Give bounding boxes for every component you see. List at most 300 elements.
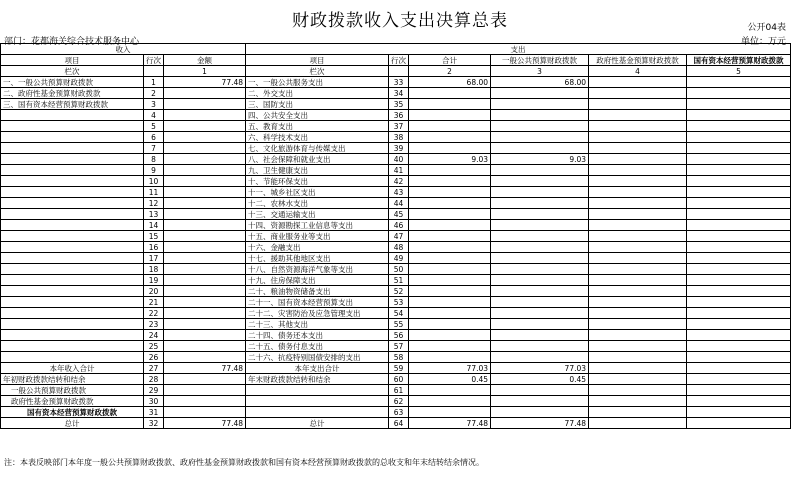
expense-line-cell: 45 — [389, 209, 409, 220]
gov-fund-cell — [589, 242, 687, 253]
gov-fund-cell — [589, 352, 687, 363]
gov-fund-cell — [589, 231, 687, 242]
gen-budget-cell — [491, 176, 589, 187]
income-line-cell: 13 — [144, 209, 164, 220]
income-line-cell: 32 — [144, 418, 164, 429]
income-line-cell: 5 — [144, 121, 164, 132]
soe-capital-cell — [687, 99, 791, 110]
expense-line-cell: 55 — [389, 319, 409, 330]
income-item-cell: 政府性基金预算财政拨款 — [1, 396, 144, 407]
gov-fund-cell — [589, 297, 687, 308]
soe-capital-cell — [687, 385, 791, 396]
gov-fund-cell — [589, 407, 687, 418]
income-item-cell — [1, 330, 144, 341]
gen-budget-cell — [491, 99, 589, 110]
gen-budget-cell — [491, 407, 589, 418]
expense-item-cell: 本年支出合计 — [246, 363, 389, 374]
table-body — [1, 77, 791, 429]
expense-line-cell: 46 — [389, 220, 409, 231]
income-line-cell: 1 — [144, 77, 164, 88]
income-amount-cell — [164, 396, 246, 407]
expense-item-cell: 十三、交通运输支出 — [246, 209, 389, 220]
soe-capital-cell — [687, 330, 791, 341]
form-number: 公开04表 — [747, 23, 786, 33]
gen-budget-cell — [491, 275, 589, 286]
income-line-cell: 8 — [144, 154, 164, 165]
total-cell — [409, 264, 491, 275]
table-row — [1, 176, 791, 187]
soe-capital-cell — [687, 231, 791, 242]
gen-budget-cell — [491, 286, 589, 297]
total-cell — [409, 396, 491, 407]
total-cell — [409, 88, 491, 99]
gen-budget-cell — [491, 187, 589, 198]
gov-fund-cell — [589, 77, 687, 88]
gov-fund-cell — [589, 176, 687, 187]
income-item-cell — [1, 165, 144, 176]
gov-fund-cell — [589, 154, 687, 165]
expense-item-cell: 十七、援助其他地区支出 — [246, 253, 389, 264]
expense-line-cell: 53 — [389, 297, 409, 308]
gov-fund-cell — [589, 275, 687, 286]
income-amount-cell — [164, 275, 246, 286]
table-row — [1, 154, 791, 165]
department-label: 部门：花都海关综合技术服务中心 — [4, 37, 140, 47]
total-cell — [409, 297, 491, 308]
expense-item-cell: 十四、资源勘探工业信息等支出 — [246, 220, 389, 231]
income-line-cell: 7 — [144, 143, 164, 154]
gov-fund-cell — [589, 198, 687, 209]
income-line-cell: 26 — [144, 352, 164, 363]
budget-table — [0, 43, 791, 429]
gov-fund-cell — [589, 396, 687, 407]
gen-budget-header: 一般公共预算财政拨款 — [491, 55, 589, 66]
expense-item-cell: 九、卫生健康支出 — [246, 165, 389, 176]
expense-item-cell: 二十二、灾害防治及应急管理支出 — [246, 308, 389, 319]
income-item-cell — [1, 319, 144, 330]
total-cell — [409, 132, 491, 143]
expense-item-cell: 十、节能环保支出 — [246, 176, 389, 187]
gen-budget-cell — [491, 165, 589, 176]
income-item-cell — [1, 110, 144, 121]
income-line-cell: 14 — [144, 220, 164, 231]
col-index-4: 4 — [589, 66, 687, 77]
expense-item-cell: 七、文化旅游体育与传媒支出 — [246, 143, 389, 154]
gen-budget-cell — [491, 231, 589, 242]
gen-budget-cell: 77.48 — [491, 418, 589, 429]
expense-line-cell: 44 — [389, 198, 409, 209]
income-item-header: 项目 — [1, 55, 144, 66]
total-cell — [409, 99, 491, 110]
income-item-cell — [1, 264, 144, 275]
income-line-cell: 3 — [144, 99, 164, 110]
expense-line-cell: 63 — [389, 407, 409, 418]
income-item-cell — [1, 198, 144, 209]
income-line-cell: 18 — [144, 264, 164, 275]
expense-item-cell: 十九、住房保障支出 — [246, 275, 389, 286]
income-amount-cell — [164, 286, 246, 297]
soe-capital-cell — [687, 88, 791, 99]
income-line-cell: 20 — [144, 286, 164, 297]
soe-capital-cell — [687, 396, 791, 407]
expense-line-cell: 59 — [389, 363, 409, 374]
table-row — [1, 363, 791, 374]
income-amount-cell — [164, 308, 246, 319]
income-item-cell: 国有资本经营预算财政拨款 — [1, 407, 144, 418]
gov-fund-cell — [589, 88, 687, 99]
income-amount-cell — [164, 209, 246, 220]
col-label-income: 栏次 — [1, 66, 144, 77]
table-row — [1, 407, 791, 418]
income-item-cell — [1, 176, 144, 187]
expense-item-cell: 十八、自然资源海洋气象等支出 — [246, 264, 389, 275]
soe-capital-cell — [687, 165, 791, 176]
income-line-cell: 29 — [144, 385, 164, 396]
income-amount-cell: 77.48 — [164, 363, 246, 374]
gov-fund-header: 政府性基金预算财政拨款 — [589, 55, 687, 66]
gov-fund-cell — [589, 165, 687, 176]
expense-group-header: 支出 — [246, 44, 791, 55]
income-amount-cell — [164, 231, 246, 242]
income-line-cell: 4 — [144, 110, 164, 121]
income-amount-header: 金额 — [164, 55, 246, 66]
income-amount-cell — [164, 330, 246, 341]
gov-fund-cell — [589, 99, 687, 110]
expense-item-cell: 二十三、其他支出 — [246, 319, 389, 330]
soe-capital-cell — [687, 176, 791, 187]
expense-line-cell: 37 — [389, 121, 409, 132]
expense-item-cell: 年末财政拨款结转和结余 — [246, 374, 389, 385]
income-amount-cell — [164, 121, 246, 132]
income-item-cell — [1, 341, 144, 352]
soe-capital-cell — [687, 297, 791, 308]
expense-item-cell — [246, 396, 389, 407]
total-cell — [409, 275, 491, 286]
income-item-cell — [1, 132, 144, 143]
expense-line-cell: 36 — [389, 110, 409, 121]
total-cell: 0.45 — [409, 374, 491, 385]
income-amount-cell — [164, 253, 246, 264]
gen-budget-cell — [491, 352, 589, 363]
table-row — [1, 110, 791, 121]
unit-label: 单位：万元 — [740, 37, 786, 47]
expense-item-cell — [246, 385, 389, 396]
income-amount-cell — [164, 297, 246, 308]
total-cell: 9.03 — [409, 154, 491, 165]
income-item-cell: 一、一般公共预算财政拨款 — [1, 77, 144, 88]
expense-item-cell: 六、科学技术支出 — [246, 132, 389, 143]
gov-fund-cell — [589, 110, 687, 121]
gen-budget-cell — [491, 242, 589, 253]
expense-item-cell: 四、公共安全支出 — [246, 110, 389, 121]
gen-budget-cell — [491, 297, 589, 308]
empty-cell — [144, 66, 164, 77]
total-cell — [409, 242, 491, 253]
income-line-cell: 21 — [144, 297, 164, 308]
income-line-cell: 22 — [144, 308, 164, 319]
expense-item-cell: 二十六、抗疫特别国债安排的支出 — [246, 352, 389, 363]
income-amount-cell — [164, 187, 246, 198]
income-amount-cell — [164, 374, 246, 385]
gen-budget-cell — [491, 121, 589, 132]
table-row — [1, 385, 791, 396]
expense-line-cell: 54 — [389, 308, 409, 319]
expense-line-cell: 58 — [389, 352, 409, 363]
gen-budget-cell: 0.45 — [491, 374, 589, 385]
expense-line-cell: 34 — [389, 88, 409, 99]
gen-budget-cell — [491, 110, 589, 121]
income-item-cell: 三、国有资本经营预算财政拨款 — [1, 99, 144, 110]
table-row — [1, 418, 791, 429]
soe-capital-cell — [687, 242, 791, 253]
expense-item-cell: 十二、农林水支出 — [246, 198, 389, 209]
income-line-cell: 16 — [144, 242, 164, 253]
total-cell — [409, 165, 491, 176]
table-row — [1, 275, 791, 286]
gen-budget-cell — [491, 88, 589, 99]
expense-line-cell: 38 — [389, 132, 409, 143]
gov-fund-cell — [589, 319, 687, 330]
income-line-cell: 24 — [144, 330, 164, 341]
gen-budget-cell — [491, 143, 589, 154]
expense-item-cell: 五、教育支出 — [246, 121, 389, 132]
total-cell — [409, 352, 491, 363]
income-line-cell: 12 — [144, 198, 164, 209]
expense-line-cell: 47 — [389, 231, 409, 242]
col-index-2: 2 — [409, 66, 491, 77]
soe-capital-cell — [687, 220, 791, 231]
income-item-cell: 年初财政拨款结转和结余 — [1, 374, 144, 385]
expense-item-cell: 二十四、债务还本支出 — [246, 330, 389, 341]
gov-fund-cell — [589, 143, 687, 154]
gen-budget-cell — [491, 264, 589, 275]
total-cell — [409, 110, 491, 121]
soe-capital-cell — [687, 209, 791, 220]
income-item-cell — [1, 275, 144, 286]
gov-fund-cell — [589, 374, 687, 385]
income-group-header: 收入 — [1, 44, 246, 55]
gen-budget-cell — [491, 341, 589, 352]
soe-capital-cell — [687, 341, 791, 352]
income-line-header: 行次 — [144, 55, 164, 66]
income-amount-cell — [164, 264, 246, 275]
expense-line-cell: 52 — [389, 286, 409, 297]
table-row — [1, 231, 791, 242]
gov-fund-cell — [589, 121, 687, 132]
income-amount-cell — [164, 319, 246, 330]
gov-fund-cell — [589, 253, 687, 264]
income-item-cell — [1, 220, 144, 231]
income-item-cell — [1, 154, 144, 165]
total-cell — [409, 198, 491, 209]
total-cell — [409, 253, 491, 264]
income-line-cell: 23 — [144, 319, 164, 330]
income-line-cell: 10 — [144, 176, 164, 187]
income-line-cell: 31 — [144, 407, 164, 418]
income-amount-cell — [164, 198, 246, 209]
income-item-cell: 一般公共预算财政拨款 — [1, 385, 144, 396]
table-row — [1, 132, 791, 143]
soe-capital-cell — [687, 352, 791, 363]
col-index-3: 3 — [491, 66, 589, 77]
expense-item-cell: 十六、金融支出 — [246, 242, 389, 253]
income-amount-cell — [164, 110, 246, 121]
soe-capital-cell — [687, 319, 791, 330]
total-cell — [409, 319, 491, 330]
gen-budget-cell: 77.03 — [491, 363, 589, 374]
expense-item-cell: 二十一、国有资本经营预算支出 — [246, 297, 389, 308]
gen-budget-cell — [491, 385, 589, 396]
income-amount-cell — [164, 352, 246, 363]
expense-line-cell: 49 — [389, 253, 409, 264]
expense-line-cell: 50 — [389, 264, 409, 275]
table-row — [1, 242, 791, 253]
col-label-expense: 栏次 — [246, 66, 389, 77]
income-line-cell: 25 — [144, 341, 164, 352]
income-line-cell: 30 — [144, 396, 164, 407]
income-item-cell — [1, 121, 144, 132]
expense-item-cell: 三、国防支出 — [246, 99, 389, 110]
income-amount-cell — [164, 88, 246, 99]
expense-item-cell: 二、外交支出 — [246, 88, 389, 99]
income-amount-cell — [164, 165, 246, 176]
income-item-cell — [1, 253, 144, 264]
total-cell — [409, 176, 491, 187]
expense-line-cell: 57 — [389, 341, 409, 352]
income-amount-cell — [164, 341, 246, 352]
income-amount-cell — [164, 407, 246, 418]
expense-line-cell: 56 — [389, 330, 409, 341]
total-cell: 77.48 — [409, 418, 491, 429]
soe-capital-cell — [687, 363, 791, 374]
total-cell: 77.03 — [409, 363, 491, 374]
income-item-cell — [1, 352, 144, 363]
soe-capital-cell — [687, 275, 791, 286]
soe-capital-cell — [687, 77, 791, 88]
expense-line-header: 行次 — [389, 55, 409, 66]
empty-cell — [389, 66, 409, 77]
income-line-cell: 11 — [144, 187, 164, 198]
table-row — [1, 209, 791, 220]
table-row — [1, 330, 791, 341]
soe-capital-cell — [687, 374, 791, 385]
gov-fund-cell — [589, 187, 687, 198]
table-row — [1, 220, 791, 231]
income-amount-cell — [164, 242, 246, 253]
expense-line-cell: 60 — [389, 374, 409, 385]
total-cell — [409, 286, 491, 297]
table-row — [1, 187, 791, 198]
expense-line-cell: 42 — [389, 176, 409, 187]
gov-fund-cell — [589, 308, 687, 319]
soe-capital-cell — [687, 143, 791, 154]
footnote: 注：本表反映部门本年度一般公共预算财政拨款、政府性基金预算财政拨款和国有资本经营预算财政拨款的总收支和年末结转结余情况。 — [4, 458, 484, 467]
gov-fund-cell — [589, 363, 687, 374]
total-cell — [409, 209, 491, 220]
table-row — [1, 396, 791, 407]
column-index-row — [1, 66, 791, 77]
gen-budget-cell — [491, 396, 589, 407]
table-row — [1, 143, 791, 154]
total-cell — [409, 220, 491, 231]
income-line-cell: 17 — [144, 253, 164, 264]
income-item-cell: 二、政府性基金预算财政拨款 — [1, 88, 144, 99]
income-item-cell — [1, 242, 144, 253]
expense-line-cell: 48 — [389, 242, 409, 253]
soe-capital-cell — [687, 154, 791, 165]
total-cell: 68.00 — [409, 77, 491, 88]
income-amount-cell: 77.48 — [164, 418, 246, 429]
income-line-cell: 6 — [144, 132, 164, 143]
gen-budget-cell — [491, 319, 589, 330]
group-header-row — [1, 44, 791, 55]
soe-capital-cell — [687, 198, 791, 209]
gov-fund-cell — [589, 385, 687, 396]
table-row — [1, 121, 791, 132]
expense-item-cell: 十五、商业服务业等支出 — [246, 231, 389, 242]
expense-line-cell: 41 — [389, 165, 409, 176]
income-item-cell — [1, 231, 144, 242]
expense-line-cell: 64 — [389, 418, 409, 429]
gen-budget-cell: 9.03 — [491, 154, 589, 165]
table-row — [1, 297, 791, 308]
soe-capital-cell — [687, 132, 791, 143]
gen-budget-cell — [491, 132, 589, 143]
total-cell — [409, 330, 491, 341]
expense-item-cell: 二十五、债务付息支出 — [246, 341, 389, 352]
gov-fund-cell — [589, 220, 687, 231]
income-item-cell — [1, 286, 144, 297]
table-row — [1, 253, 791, 264]
income-line-cell: 9 — [144, 165, 164, 176]
table-row — [1, 286, 791, 297]
income-line-cell: 2 — [144, 88, 164, 99]
total-cell — [409, 407, 491, 418]
income-line-cell: 28 — [144, 374, 164, 385]
expense-line-cell: 51 — [389, 275, 409, 286]
gov-fund-cell — [589, 209, 687, 220]
expense-line-cell: 61 — [389, 385, 409, 396]
soe-capital-cell — [687, 121, 791, 132]
income-item-cell: 本年收入合计 — [1, 363, 144, 374]
total-header: 合计 — [409, 55, 491, 66]
income-item-cell — [1, 209, 144, 220]
expense-item-cell: 总计 — [246, 418, 389, 429]
table-row — [1, 374, 791, 385]
income-item-cell — [1, 297, 144, 308]
income-amount-cell — [164, 132, 246, 143]
income-amount-cell — [164, 143, 246, 154]
table-row — [1, 264, 791, 275]
income-item-cell — [1, 308, 144, 319]
soe-capital-cell — [687, 264, 791, 275]
expense-line-cell: 43 — [389, 187, 409, 198]
total-cell — [409, 341, 491, 352]
income-item-cell: 总计 — [1, 418, 144, 429]
soe-capital-cell — [687, 308, 791, 319]
soe-capital-cell — [687, 418, 791, 429]
income-item-cell — [1, 187, 144, 198]
gen-budget-cell — [491, 330, 589, 341]
total-cell — [409, 187, 491, 198]
table-row — [1, 308, 791, 319]
soe-capital-cell — [687, 110, 791, 121]
col-index-5: 5 — [687, 66, 791, 77]
soe-capital-cell — [687, 407, 791, 418]
gov-fund-cell — [589, 264, 687, 275]
gen-budget-cell — [491, 209, 589, 220]
expense-item-cell: 二十、粮油物资储备支出 — [246, 286, 389, 297]
